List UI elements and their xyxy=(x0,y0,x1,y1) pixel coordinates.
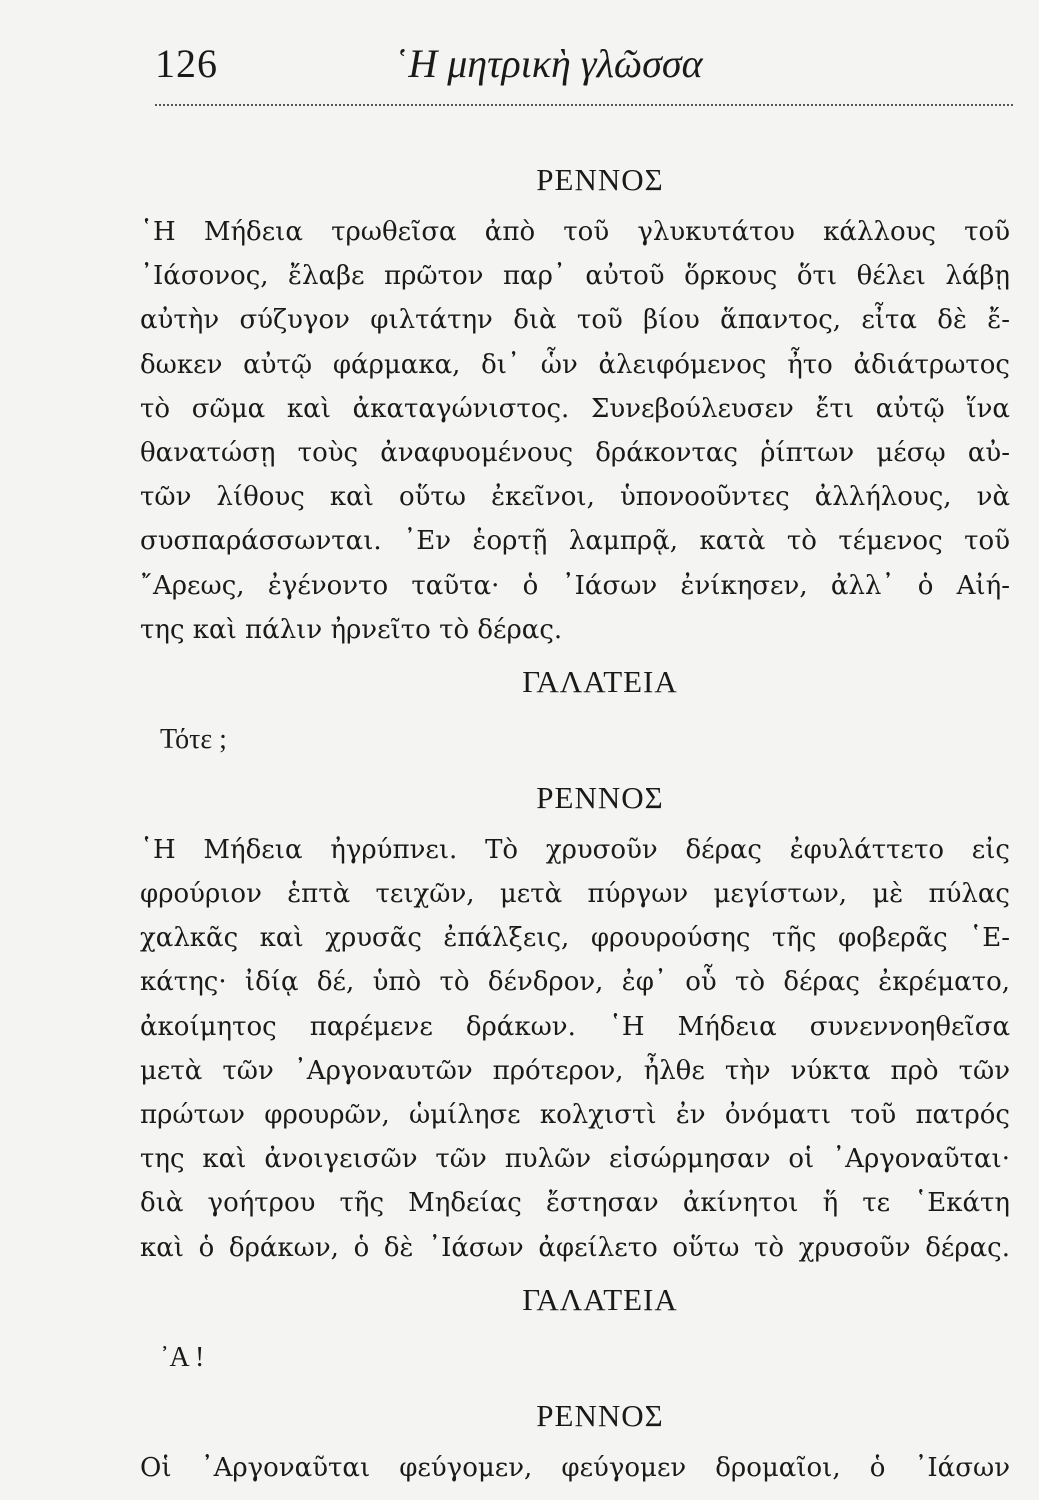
text-line: συσπαράσσωνται. ᾿Εν ἑορτῇ λαμπρᾷ, κατὰ τὸ τέμενος τοῦ xyxy=(140,526,1010,557)
text-line: αὐτὴν σύζυγον φιλτάτην διὰ τοῦ βίου ἅπαντος, εἶτα δὲ ἔ- xyxy=(140,305,1010,336)
page-header xyxy=(155,40,1015,110)
text-line: της καὶ ἀνοιγεισῶν τῶν πυλῶν εἰσώρμησαν οἱ ᾿Αργοναῦται· xyxy=(140,1144,1010,1175)
text-line: καὶ ὁ δράκων, ὁ δὲ ᾿Ιάσων ἀφείλετο οὕτω τὸ χρυσοῦν δέρας. xyxy=(140,1232,1010,1263)
running-title: ῾Η μητρικὴ γλῶσσα xyxy=(395,41,703,86)
text-line: φρούριον ἑπτὰ τειχῶν, μετὰ πύργων μεγίστων, μὲ πύλας xyxy=(140,879,1010,910)
text-line: τῶν λίθους καὶ οὕτω ἐκεῖνοι, ὑπονοοῦντες ἀλλήλους, νὰ xyxy=(140,482,1010,513)
text-line: ῎Αρεως, ἐγένοντο ταῦτα· ὁ ᾿Ιάσων ἐνίκησεν, ἀλλ᾿ ὁ Αἰή- xyxy=(140,570,1010,601)
speaker-heading: ΓΑΛΑΤΕΙΑ xyxy=(522,1281,678,1317)
text-line: ᾿Ιάσονος, ἔλαβε πρῶτον παρ᾿ αὐτοῦ ὅρκους ὅτι θέλει λάβῃ xyxy=(140,261,1010,292)
speaker-heading: ΡΕΝΝΟΣ xyxy=(536,779,664,815)
text-line: τὸ σῶμα καὶ ἀκαταγώνιστος. Συνεβούλευσεν ἔτι αὐτῷ ἵνα xyxy=(140,393,1010,424)
page-number: 126 xyxy=(155,41,218,86)
speaker-heading: ΡΕΝΝΟΣ xyxy=(536,162,664,197)
text-line: της καὶ πάλιν ἠρνεῖτο τὸ δέρας. xyxy=(140,614,563,645)
text-line: μετὰ τῶν ᾿Αργοναυτῶν πρότερον, ἦλθε τὴν νύκτα πρὸ τῶν xyxy=(140,1055,1010,1086)
short-reply: ᾿Α ! xyxy=(160,1341,205,1373)
header-rule xyxy=(155,104,1013,106)
text-line: δωκεν αὐτῷ φάρμακα, δι᾿ ὧν ἀλειφόμενος ἦτο ἀδιάτρωτος xyxy=(140,349,1010,380)
text-line: ἀκοίμητος παρέμενε δράκων. ῾Η Μήδεια συνεννοηθεῖσα xyxy=(140,1011,1010,1042)
dialogue-text xyxy=(140,150,1010,1490)
text-line: Οἱ ᾿Αργοναῦται φεύγομεν, φεύγομεν δρομαῖοι, ὁ ᾿Ιάσων xyxy=(140,1452,1010,1483)
speaker-heading: ΓΑΛΑΤΕΙΑ xyxy=(522,663,678,699)
text-line: κάτης· ἰδίᾳ δέ, ὑπὸ τὸ δένδρον, ἐφ᾿ οὗ τὸ δέρας ἐκρέματο, xyxy=(140,967,1010,998)
text-line: ῾Η Μήδεια τρωθεῖσα ἀπὸ τοῦ γλυκυτάτου κάλλους τοῦ xyxy=(140,217,1010,247)
text-line: ῾Η Μήδεια ἠγρύπνει. Τὸ χρυσοῦν δέρας ἐφυλάττετο εἰς xyxy=(140,834,1010,865)
text-line: πρώτων φρουρῶν, ὡμίλησε κολχιστὶ ἐν ὀνόματι τοῦ πατρός xyxy=(140,1100,1010,1130)
text-line: χαλκᾶς καὶ χρυσᾶς ἐπάλξεις, φρουρούσης τῆς φοβερᾶς ῾Ε- xyxy=(140,923,1010,954)
speaker-heading: ΡΕΝΝΟΣ xyxy=(536,1397,664,1433)
text-line: διὰ γοήτρου τῆς Μηδείας ἔστησαν ἀκίνητοι ἥ τε ῾Εκάτη xyxy=(140,1188,1010,1219)
text-line: θανατώσῃ τοὺς ἀναφυομένους δράκοντας ῥίπτων μέσῳ αὐ- xyxy=(140,437,1010,468)
short-reply: Τότε ; xyxy=(160,723,227,755)
